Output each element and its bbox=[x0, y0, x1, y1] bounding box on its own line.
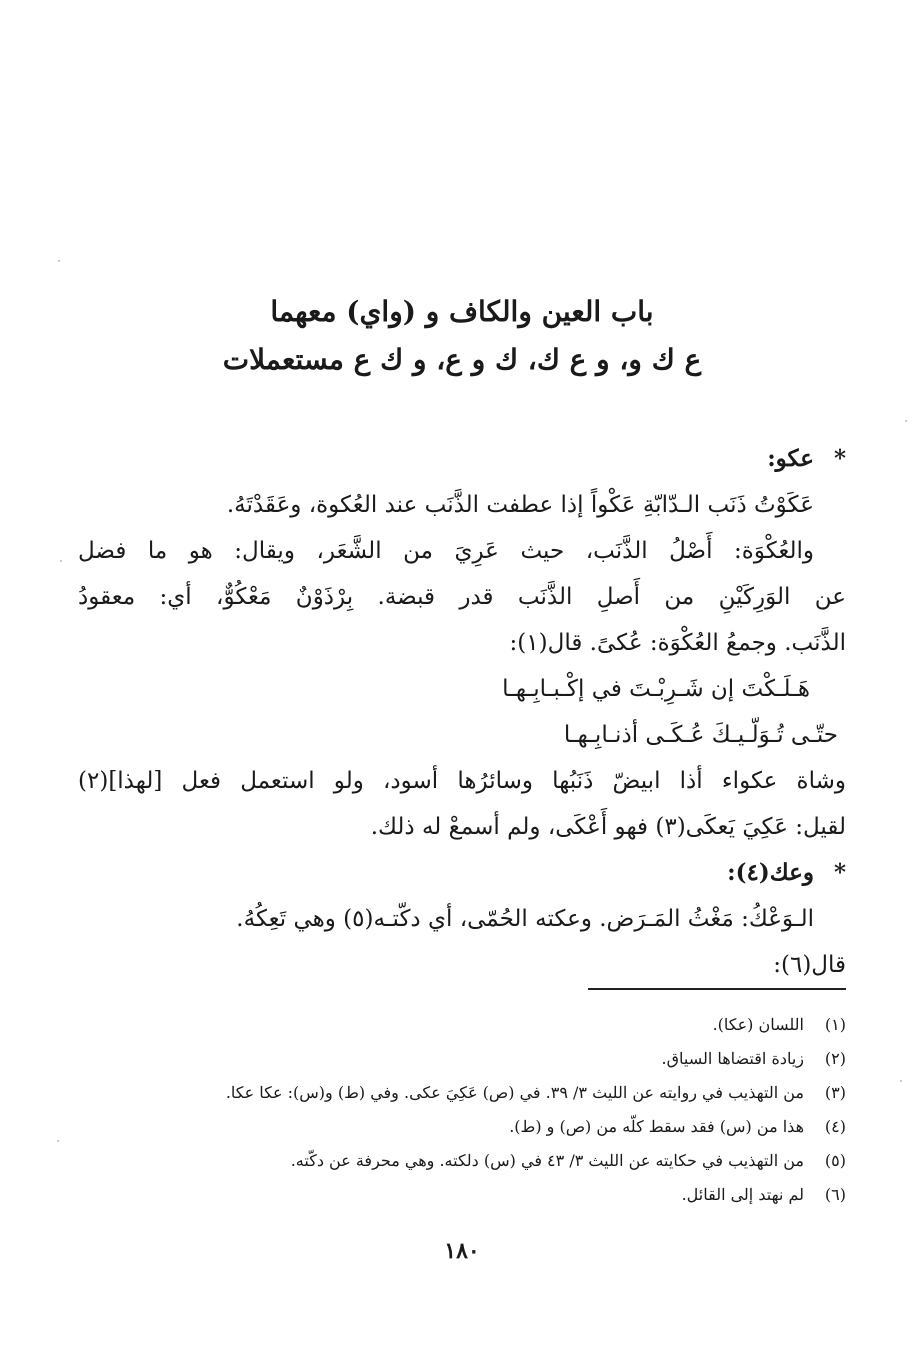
entry-line: الذَّنَب. وجمعُ العُكْوَة: عُكىً. قال(١): bbox=[509, 630, 846, 656]
verse-line: حتّـى تُـوَلّـيـكَ عُـكَـى أذنـابِـهـا bbox=[563, 722, 838, 748]
entry-star-icon: * bbox=[833, 445, 846, 472]
footnote-number: (٢) bbox=[824, 1049, 846, 1068]
footnote-item bbox=[78, 1008, 846, 1042]
footnote-item bbox=[78, 1144, 846, 1178]
entry-line: قال(٦): bbox=[773, 952, 846, 978]
entry-line: وشاة عكواء أذا ابيضّ ذَنَبُها وسائرُها أسود، ولو استعمل فعل [لهذا](٢) bbox=[78, 768, 846, 794]
footnote-number: (٥) bbox=[824, 1151, 846, 1170]
entry-line: الـوَعْكُ: مَغْثُ المَـرَض. وعكته الحُمّى، أي دكّتـه(٥) وهي تَعِكُهُ. bbox=[236, 906, 814, 932]
entry-line: لقيل: عَكِيَ يَعكَى(٣) فهو أَعْكَى، ولم أسمعْ له ذلك. bbox=[370, 814, 846, 840]
chapter-subtitle: ع ك و، و ع ك، ك و ع، و ك ع مستعملات bbox=[222, 343, 702, 376]
footnote-number: (٦) bbox=[824, 1185, 846, 1204]
footnote-number: (١) bbox=[824, 1015, 846, 1034]
entry-line: والعُكْوَة: أَصْلُ الذَّنَب، حيث عَرِيَ من الشَّعَر، ويقال: هو ما فضل bbox=[78, 538, 814, 564]
entry-head-label: وعك(٤): bbox=[727, 859, 814, 886]
scan-speck bbox=[60, 560, 62, 562]
entry-line: عن الوَرِكَيْنِ من أَصلِ الذَّنَب قدر قبضة. بِرْذَوْنٌ مَعْكُوٌّ، أي: معقودُ bbox=[78, 584, 846, 610]
scan-speck bbox=[900, 1080, 902, 1082]
footnote-number: (٤) bbox=[824, 1117, 846, 1136]
footnote-item bbox=[78, 1042, 846, 1076]
footnote-text: زيادة اقتضاها السياق. bbox=[661, 1049, 804, 1068]
footnote-item bbox=[78, 1076, 846, 1110]
scan-speck bbox=[57, 1140, 59, 1142]
footnotes bbox=[78, 1008, 846, 1212]
footnote-text: من التهذيب في حكايته عن الليث ٣/ ٤٣ في (س) دلكته. وهي محرفة عن دكّته. bbox=[290, 1151, 804, 1170]
footnote-text: لم نهتد إلى القائل. bbox=[681, 1185, 804, 1204]
footnote-text: من التهذيب في روايته عن الليث ٣/ ٣٩. في (ص) عَكِيَ عكى. وفي (ط) و(س): عكا عكا. bbox=[225, 1083, 804, 1102]
entry-heading-wak bbox=[78, 850, 846, 896]
footnote-text: هذا من (س) فقد سقط كلّه من (ص) و (ط). bbox=[509, 1117, 804, 1136]
verse-line: هَـلَـكْتَ إن شَـرِبْـتَ في إكْـبـابِـهـا bbox=[502, 676, 810, 702]
entry-head-label: عكو: bbox=[767, 445, 814, 472]
chapter-title: باب العين والكاف و (واي) معهما bbox=[270, 295, 654, 328]
entry-line: عَكَوْتُ ذَنَب الـدّابّةِ عَكْواً إذا عطفت الذَّنَب عند العُكوة، وعَقَدْتَهُ. bbox=[226, 492, 814, 518]
footnote-text: اللسان (عكا). bbox=[712, 1015, 804, 1034]
entry-heading-akw bbox=[78, 436, 846, 482]
scan-speck bbox=[58, 260, 60, 262]
footnote-item bbox=[78, 1110, 846, 1144]
scan-speck bbox=[905, 420, 907, 422]
footnote-number: (٣) bbox=[824, 1083, 846, 1102]
footnote-divider bbox=[588, 988, 846, 990]
entry-star-icon: * bbox=[833, 859, 846, 886]
footnote-item bbox=[78, 1178, 846, 1212]
page-number: ١٨٠ bbox=[444, 1238, 480, 1264]
main-text bbox=[78, 436, 846, 988]
